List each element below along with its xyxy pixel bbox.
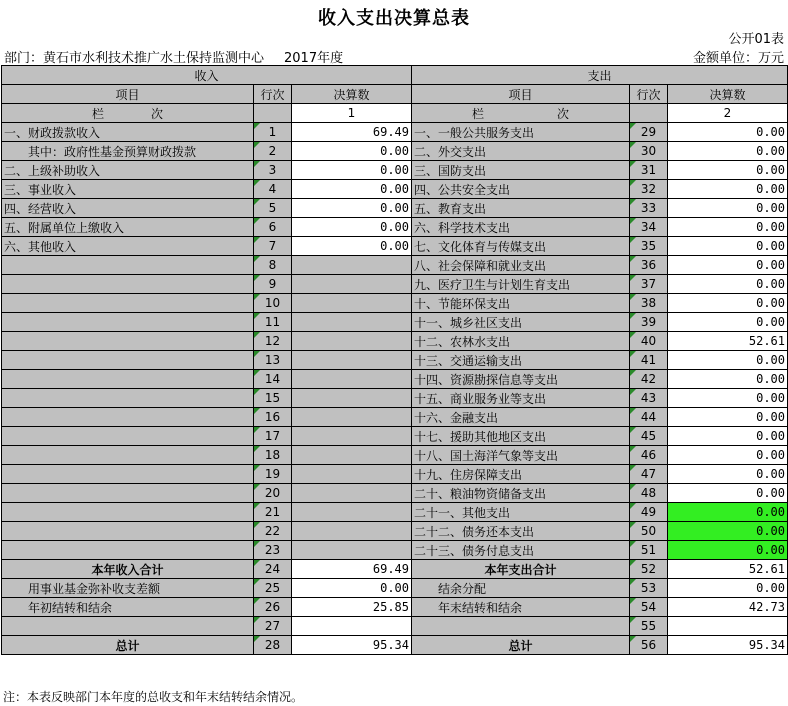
income-lineno-cell: 17: [254, 427, 292, 446]
expense-amount-cell: 0.00: [668, 351, 788, 370]
table-body: [2, 123, 788, 655]
expense-column-label: 栏 次: [412, 104, 630, 123]
expense-amount-cell: 52.61: [668, 560, 788, 579]
income-lineno-cell: 2: [254, 142, 292, 161]
income-amount-cell: [292, 294, 412, 313]
section-header-row: [2, 66, 788, 85]
table-row: [2, 294, 788, 313]
fiscal-year: 2017年度: [284, 51, 344, 66]
expense-amount-cell: [668, 617, 788, 636]
income-item-cell: [2, 351, 254, 370]
table-row: [2, 503, 788, 522]
expense-item-cell: 十六、金融支出: [412, 408, 630, 427]
expense-item-cell: 二十二、债务还本支出: [412, 522, 630, 541]
expense-amount-cell: 52.61: [668, 332, 788, 351]
income-item-cell: [2, 522, 254, 541]
expense-item-cell: 八、社会保障和就业支出: [412, 256, 630, 275]
expense-item-cell: 二十三、债务付息支出: [412, 541, 630, 560]
table-row: [2, 199, 788, 218]
table-row: [2, 142, 788, 161]
income-item-cell: [2, 617, 254, 636]
income-item-cell: [2, 294, 254, 313]
table-row: [2, 161, 788, 180]
expense-amount-cell: 0.00: [668, 237, 788, 256]
income-amount-cell: 0.00: [292, 142, 412, 161]
expense-lineno-cell: 46: [630, 446, 668, 465]
table-row: [2, 389, 788, 408]
expense-amount-cell: 0.00: [668, 484, 788, 503]
table-row: [2, 408, 788, 427]
table-row: [2, 218, 788, 237]
income-item-cell: [2, 408, 254, 427]
expense-item-cell: 结余分配: [412, 579, 630, 598]
expense-amount-cell: 0.00: [668, 142, 788, 161]
expense-section-header: 支出: [412, 66, 788, 85]
income-item-cell: [2, 275, 254, 294]
expense-lineno-cell: 45: [630, 427, 668, 446]
expense-item-cell: 十五、商业服务业等支出: [412, 389, 630, 408]
income-lineno-cell: 24: [254, 560, 292, 579]
income-lineno-cell: 28: [254, 636, 292, 655]
expense-lineno-cell: 55: [630, 617, 668, 636]
expense-lineno-cell: 50: [630, 522, 668, 541]
income-item-cell: [2, 484, 254, 503]
income-section-header: 收入: [2, 66, 412, 85]
income-lineno-cell: 26: [254, 598, 292, 617]
table-row: [2, 123, 788, 142]
income-amount-cell: [292, 332, 412, 351]
expense-item-cell: 本年支出合计: [412, 560, 630, 579]
income-amount-cell: [292, 427, 412, 446]
income-lineno-cell: 5: [254, 199, 292, 218]
expense-amount-cell: 0.00: [668, 541, 788, 560]
table-row: [2, 351, 788, 370]
table-row: [2, 427, 788, 446]
income-lineno-cell: 6: [254, 218, 292, 237]
income-lineno-cell: 10: [254, 294, 292, 313]
income-item-cell: [2, 332, 254, 351]
expense-lineno-cell: 37: [630, 275, 668, 294]
expense-column-blank: [630, 104, 668, 123]
expense-amount-cell: 0.00: [668, 427, 788, 446]
expense-item-cell: 十九、住房保障支出: [412, 465, 630, 484]
income-item-cell: 一、财政拨款收入: [2, 123, 254, 142]
table-row: [2, 275, 788, 294]
table-row: [2, 180, 788, 199]
income-amount-cell: [292, 256, 412, 275]
expense-amount-cell: 0.00: [668, 389, 788, 408]
income-item-cell: 六、其他收入: [2, 237, 254, 256]
expense-lineno-cell: 48: [630, 484, 668, 503]
expense-lineno-cell: 49: [630, 503, 668, 522]
expense-lineno-cell: 39: [630, 313, 668, 332]
expense-lineno-cell: 42: [630, 370, 668, 389]
income-item-cell: 本年收入合计: [2, 560, 254, 579]
expense-item-cell: 十三、交通运输支出: [412, 351, 630, 370]
income-amount-cell: [292, 541, 412, 560]
income-item-cell: [2, 313, 254, 332]
expense-amount-cell: 0.00: [668, 522, 788, 541]
table-row: [2, 579, 788, 598]
table-row: [2, 256, 788, 275]
expense-lineno-cell: 44: [630, 408, 668, 427]
income-lineno-header: 行次: [254, 85, 292, 104]
expense-item-cell: 十四、资源勘探信息等支出: [412, 370, 630, 389]
income-amount-cell: [292, 313, 412, 332]
income-item-cell: 用事业基金弥补收支差额: [2, 579, 254, 598]
expense-amount-cell: 95.34: [668, 636, 788, 655]
income-lineno-cell: 9: [254, 275, 292, 294]
income-lineno-cell: 13: [254, 351, 292, 370]
income-amount-cell: 69.49: [292, 560, 412, 579]
income-amount-cell: 95.34: [292, 636, 412, 655]
income-amount-cell: [292, 522, 412, 541]
table-row: [2, 560, 788, 579]
income-lineno-cell: 8: [254, 256, 292, 275]
expense-item-cell: 年末结转和结余: [412, 598, 630, 617]
expense-amount-header: 决算数: [668, 85, 788, 104]
department-name: 部门：黄石市水利技术推广水土保持监测中心: [4, 51, 265, 66]
income-amount-header: 决算数: [292, 85, 412, 104]
income-item-cell: [2, 465, 254, 484]
expense-amount-cell: 0.00: [668, 275, 788, 294]
expense-lineno-cell: 47: [630, 465, 668, 484]
expense-lineno-cell: 40: [630, 332, 668, 351]
income-item-cell: [2, 541, 254, 560]
income-amount-cell: [292, 446, 412, 465]
income-column-label: 栏 次: [2, 104, 254, 123]
department-line: [4, 47, 343, 66]
table-row: [2, 465, 788, 484]
table-row: [2, 541, 788, 560]
expense-lineno-cell: 43: [630, 389, 668, 408]
income-item-cell: 二、上级补助收入: [2, 161, 254, 180]
income-lineno-cell: 22: [254, 522, 292, 541]
table-row: [2, 332, 788, 351]
income-item-header: 项目: [2, 85, 254, 104]
income-lineno-cell: 19: [254, 465, 292, 484]
income-lineno-cell: 18: [254, 446, 292, 465]
expense-amount-cell: 0.00: [668, 199, 788, 218]
income-item-cell: [2, 503, 254, 522]
income-amount-cell: [292, 617, 412, 636]
expense-amount-cell: 0.00: [668, 579, 788, 598]
income-item-cell: 年初结转和结余: [2, 598, 254, 617]
table-row: [2, 237, 788, 256]
expense-item-cell: 五、教育支出: [412, 199, 630, 218]
expense-item-cell: 九、医疗卫生与计划生育支出: [412, 275, 630, 294]
expense-lineno-cell: 34: [630, 218, 668, 237]
form-number: 公开01表: [728, 32, 784, 47]
income-amount-cell: [292, 389, 412, 408]
expense-lineno-cell: 53: [630, 579, 668, 598]
income-item-cell: 三、事业收入: [2, 180, 254, 199]
expense-item-cell: 十一、城乡社区支出: [412, 313, 630, 332]
income-lineno-cell: 15: [254, 389, 292, 408]
income-amount-cell: [292, 408, 412, 427]
expense-item-cell: 一、一般公共服务支出: [412, 123, 630, 142]
income-column-number: 1: [292, 104, 412, 123]
income-amount-cell: [292, 465, 412, 484]
expense-amount-cell: 0.00: [668, 218, 788, 237]
expense-amount-cell: 0.00: [668, 294, 788, 313]
expense-amount-cell: 0.00: [668, 123, 788, 142]
income-amount-cell: 0.00: [292, 161, 412, 180]
income-amount-cell: [292, 370, 412, 389]
expense-lineno-cell: 36: [630, 256, 668, 275]
table-row: [2, 598, 788, 617]
income-lineno-cell: 27: [254, 617, 292, 636]
report-title: 收入支出决算总表: [318, 8, 470, 29]
expense-lineno-cell: 38: [630, 294, 668, 313]
expense-lineno-cell: 29: [630, 123, 668, 142]
expense-lineno-cell: 30: [630, 142, 668, 161]
income-amount-cell: [292, 503, 412, 522]
table-row: [2, 446, 788, 465]
income-amount-cell: 69.49: [292, 123, 412, 142]
income-lineno-cell: 7: [254, 237, 292, 256]
expense-lineno-cell: 52: [630, 560, 668, 579]
expense-item-cell: 二、外交支出: [412, 142, 630, 161]
expense-lineno-cell: 41: [630, 351, 668, 370]
income-expense-table: [1, 65, 788, 655]
expense-amount-cell: 0.00: [668, 313, 788, 332]
income-amount-cell: 0.00: [292, 237, 412, 256]
expense-item-cell: [412, 617, 630, 636]
income-amount-cell: 0.00: [292, 199, 412, 218]
income-item-cell: [2, 427, 254, 446]
expense-lineno-cell: 32: [630, 180, 668, 199]
income-amount-cell: [292, 351, 412, 370]
expense-amount-cell: 0.00: [668, 465, 788, 484]
expense-item-cell: 十、节能环保支出: [412, 294, 630, 313]
income-item-cell: 其中：政府性基金预算财政拨款: [2, 142, 254, 161]
income-item-cell: [2, 256, 254, 275]
income-column-blank: [254, 104, 292, 123]
expense-item-cell: 十七、援助其他地区支出: [412, 427, 630, 446]
income-amount-cell: [292, 275, 412, 294]
footnote: 注：本表反映部门本年度的总收支和年末结转结余情况。: [3, 690, 304, 704]
income-item-cell: 四、经营收入: [2, 199, 254, 218]
table-row: [2, 484, 788, 503]
income-lineno-cell: 20: [254, 484, 292, 503]
income-lineno-cell: 16: [254, 408, 292, 427]
income-lineno-cell: 3: [254, 161, 292, 180]
table-row: [2, 370, 788, 389]
income-lineno-cell: 21: [254, 503, 292, 522]
income-amount-cell: [292, 484, 412, 503]
income-amount-cell: 25.85: [292, 598, 412, 617]
expense-item-cell: 七、文化体育与传媒支出: [412, 237, 630, 256]
expense-item-cell: 二十、粮油物资储备支出: [412, 484, 630, 503]
income-lineno-cell: 11: [254, 313, 292, 332]
expense-amount-cell: 0.00: [668, 180, 788, 199]
income-item-cell: [2, 370, 254, 389]
expense-item-cell: 总计: [412, 636, 630, 655]
expense-item-cell: 三、国防支出: [412, 161, 630, 180]
income-amount-cell: 0.00: [292, 180, 412, 199]
expense-amount-cell: 0.00: [668, 161, 788, 180]
expense-amount-cell: 0.00: [668, 370, 788, 389]
expense-amount-cell: 0.00: [668, 503, 788, 522]
expense-item-cell: 二十一、其他支出: [412, 503, 630, 522]
table-row: [2, 313, 788, 332]
expense-lineno-cell: 35: [630, 237, 668, 256]
expense-lineno-header: 行次: [630, 85, 668, 104]
expense-amount-cell: 0.00: [668, 446, 788, 465]
income-lineno-cell: 25: [254, 579, 292, 598]
income-item-cell: 五、附属单位上缴收入: [2, 218, 254, 237]
income-amount-cell: 0.00: [292, 579, 412, 598]
expense-amount-cell: 42.73: [668, 598, 788, 617]
table-row: [2, 522, 788, 541]
table-row: [2, 636, 788, 655]
column-header-row: [2, 85, 788, 104]
income-item-cell: [2, 389, 254, 408]
income-item-cell: [2, 446, 254, 465]
income-lineno-cell: 1: [254, 123, 292, 142]
income-item-cell: 总计: [2, 636, 254, 655]
income-lineno-cell: 12: [254, 332, 292, 351]
expense-lineno-cell: 51: [630, 541, 668, 560]
income-lineno-cell: 23: [254, 541, 292, 560]
expense-item-cell: 六、科学技术支出: [412, 218, 630, 237]
expense-item-cell: 十二、农林水支出: [412, 332, 630, 351]
expense-lineno-cell: 56: [630, 636, 668, 655]
table-row: [2, 617, 788, 636]
expense-lineno-cell: 33: [630, 199, 668, 218]
expense-item-header: 项目: [412, 85, 630, 104]
amount-unit: 金额单位：万元: [692, 51, 784, 66]
expense-lineno-cell: 54: [630, 598, 668, 617]
column-number-row: [2, 104, 788, 123]
expense-lineno-cell: 31: [630, 161, 668, 180]
expense-amount-cell: 0.00: [668, 408, 788, 427]
expense-item-cell: 十八、国土海洋气象等支出: [412, 446, 630, 465]
expense-item-cell: 四、公共安全支出: [412, 180, 630, 199]
income-lineno-cell: 4: [254, 180, 292, 199]
income-lineno-cell: 14: [254, 370, 292, 389]
expense-column-number: 2: [668, 104, 788, 123]
expense-amount-cell: 0.00: [668, 256, 788, 275]
income-amount-cell: 0.00: [292, 218, 412, 237]
